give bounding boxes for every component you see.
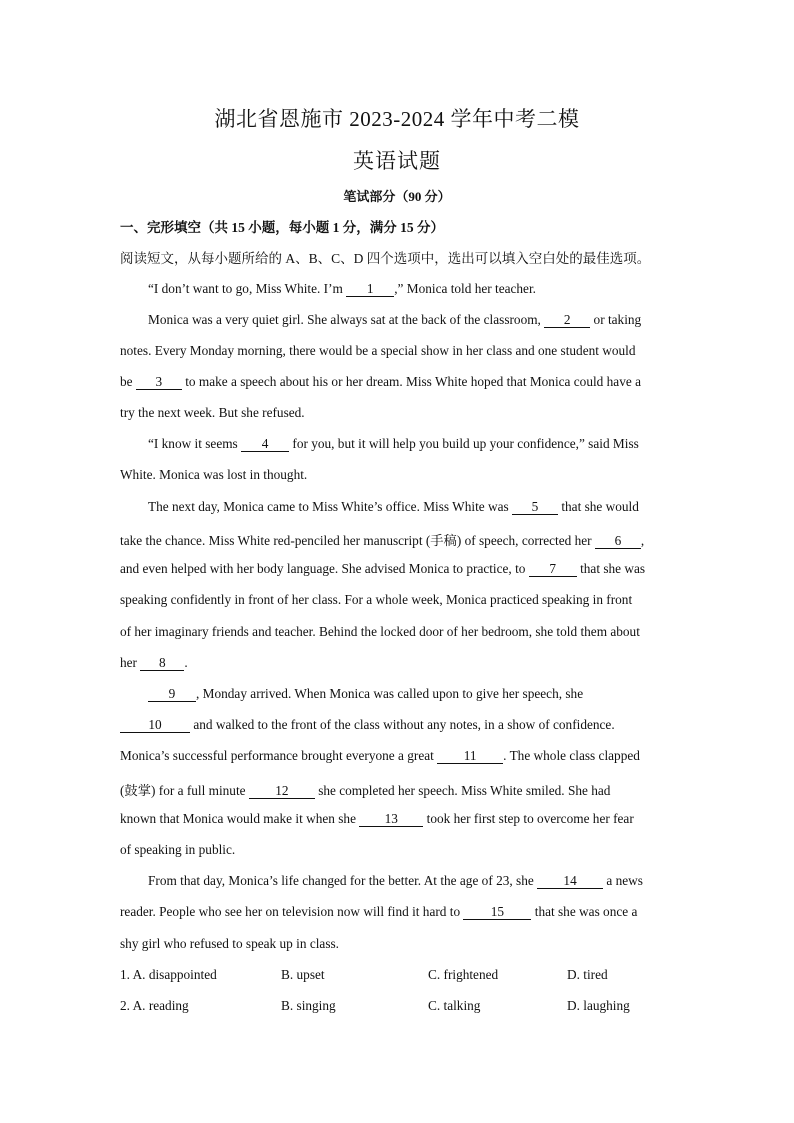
blank-2: 2 <box>544 313 590 328</box>
section-instruction: 阅读短文，从每小题所给的 A、B、C、D 四个选项中，选出可以填入空白处的最佳选项。 <box>120 251 651 266</box>
passage-line: notes. Every Monday morning, there would be a special show in her class and one student would <box>120 343 636 358</box>
page-title: 湖北省恩施市 2023-2024 学年中考二模 <box>214 107 580 131</box>
passage-line <box>120 717 680 733</box>
blank-14: 14 <box>537 874 603 889</box>
text: Monica’s successful performance brought everyone a great <box>120 748 438 763</box>
text: “I don’t want to go, Miss White. I’m <box>148 281 347 296</box>
text: that she was <box>576 561 646 576</box>
text: (鼓掌) for a full minute <box>120 783 249 798</box>
text: ,” Monica told her teacher. <box>394 281 536 296</box>
blank-1: 1 <box>346 282 394 297</box>
passage-line <box>148 499 680 515</box>
blank-11: 11 <box>437 749 503 764</box>
text: , <box>640 533 645 548</box>
blank-8: 8 <box>140 656 184 671</box>
passage-line <box>120 655 680 671</box>
passage-line <box>120 780 680 799</box>
text: that she would <box>558 499 639 514</box>
blank-3: 3 <box>136 375 182 390</box>
passage-line <box>120 530 680 549</box>
question-1-option-d: D. tired <box>567 967 608 982</box>
question-2-option-d: D. laughing <box>567 998 630 1013</box>
text: and even helped with her body language. She advised Monica to practice, to <box>120 561 529 576</box>
passage-line <box>120 748 680 764</box>
passage-line <box>120 904 680 920</box>
question-2-option-c: C. talking <box>428 998 481 1013</box>
passage-line <box>120 811 680 827</box>
passage-line <box>148 436 680 452</box>
blank-6: 6 <box>595 534 641 549</box>
blank-9: 9 <box>148 687 196 702</box>
text: “I know it seems <box>148 436 242 451</box>
passage-line <box>120 561 680 577</box>
passage-line: try the next week. But she refused. <box>120 405 305 420</box>
question-1-option-b: B. upset <box>281 967 325 982</box>
passage-line <box>148 281 680 297</box>
text: or taking <box>590 312 642 327</box>
section-heading: 一、完形填空（共 15 小题，每小题 1 分，满分 15 分） <box>120 220 444 235</box>
question-1-option-c: C. frightened <box>428 967 499 982</box>
question-2-option-b: B. singing <box>281 998 336 1013</box>
question-2-option-a: 2. A. reading <box>120 998 189 1013</box>
blank-4: 4 <box>241 437 289 452</box>
question-1-option-a: 1. A. disappointed <box>120 967 217 982</box>
text: known that Monica would make it when she <box>120 811 360 826</box>
passage-line: White. Monica was lost in thought. <box>120 467 308 482</box>
text: . The whole class clapped <box>503 748 640 763</box>
passage-line <box>148 312 680 328</box>
text: her <box>120 655 141 670</box>
text: she completed her speech. Miss White smiled. She had <box>314 783 611 798</box>
text: reader. People who see her on television now will find it hard to <box>120 904 464 919</box>
blank-15: 15 <box>463 905 531 920</box>
passage-line: shy girl who refused to speak up in class. <box>120 936 339 951</box>
blank-10: 10 <box>120 718 190 733</box>
passage-line <box>148 873 680 889</box>
text: From that day, Monica’s life changed for the better. At the age of 23, she <box>148 873 538 888</box>
text: be <box>120 374 136 389</box>
passage-line: speaking confidently in front of her class. For a whole week, Monica practiced speaking in front <box>120 592 633 607</box>
text: to make a speech about his or her dream. Miss White hoped that Monica could have a <box>181 374 641 389</box>
blank-5: 5 <box>512 500 558 515</box>
part-heading: 笔试部分（90 分） <box>343 189 451 204</box>
passage-line <box>120 374 680 390</box>
page-subtitle: 英语试题 <box>353 149 441 173</box>
blank-12: 12 <box>249 784 315 799</box>
blank-7: 7 <box>529 562 577 577</box>
text: a news <box>603 873 643 888</box>
text: Monica was a very quiet girl. She always sat at the back of the classroom, <box>148 312 545 327</box>
text: took her first step to overcome her fear <box>423 811 634 826</box>
text: The next day, Monica came to Miss White’s office. Miss White was <box>148 499 512 514</box>
passage-line <box>148 686 680 702</box>
passage-line: of speaking in public. <box>120 842 236 857</box>
text: , Monday arrived. When Monica was called upon to give her speech, she <box>196 686 584 701</box>
blank-13: 13 <box>359 812 423 827</box>
passage-line: of her imaginary friends and teacher. Behind the locked door of her bedroom, she told them about <box>120 624 640 639</box>
text: and walked to the front of the class without any notes, in a show of confidence. <box>190 717 615 732</box>
text: that she was once a <box>531 904 638 919</box>
text: take the chance. Miss White red-penciled her manuscript (手稿) of speech, corrected her <box>120 533 595 548</box>
text: for you, but it will help you build up your confidence,” said Miss <box>289 436 639 451</box>
text: . <box>184 655 188 670</box>
